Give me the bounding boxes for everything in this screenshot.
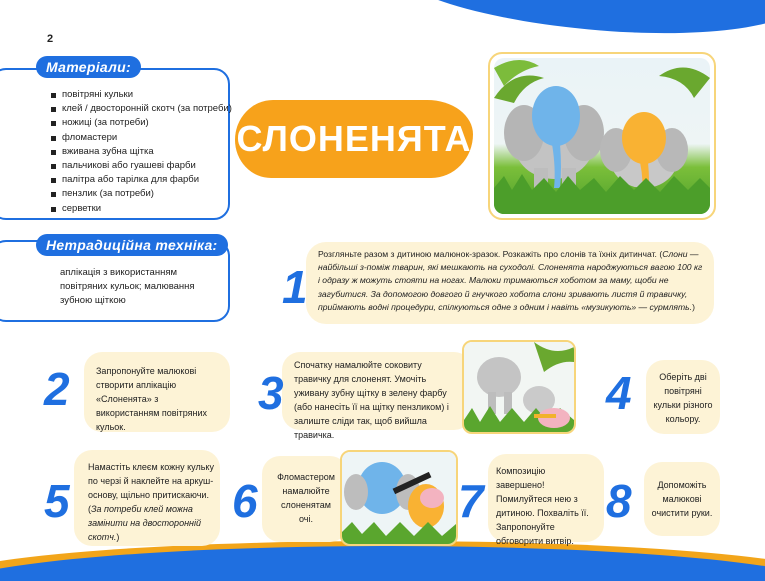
material-item: повітряні кульки [50, 88, 232, 102]
material-item: серветки [50, 202, 232, 216]
step-5-note: За потреби клей можна замінити на двосторонній скотч. [88, 504, 201, 542]
material-item: пензлик (за потреби) [50, 187, 232, 201]
elephants-illustration [494, 58, 710, 214]
elephants-image [494, 58, 710, 214]
material-item: палітра або тарілка для фарби [50, 173, 232, 187]
step-3-picture [462, 340, 576, 434]
material-item: фломастери [50, 131, 232, 145]
step-5-text: Намастіть клеєм кожну кульку по черзі й наклейте на аркуш-основу, щільно притискаючи. (За потреби клей можна замінити на двосторонній скотч.) [88, 462, 214, 542]
step-1-note: Слони — найбільші з-поміж тварин, які мешкають на суходолі. Слоненята народжуються вагою 100 кг і одразу ж можуть стояти на ногах. Малюки тримаються хоботом за маму, щоби не загубитися. За допомогою довгого й гнучкого хобота слони зривають листя й травичку, приймають водні процедури, спілкуються одне з одним і навіть «музикують» — сурмлять. [318, 249, 703, 312]
step-8-number: 8 [606, 475, 632, 527]
materials-list [50, 88, 232, 216]
step-5-main: Намастіть клеєм кожну кульку по черзі й наклейте на аркуш-основу, щільно притискаючи. [88, 462, 214, 500]
step-6-text: Фломастером намалюйте слоненятам очі. [277, 472, 335, 524]
title-badge [235, 100, 473, 178]
step-6-number: 6 [232, 475, 258, 527]
page-number: 2 [47, 33, 54, 45]
materials-title: Матеріали: [36, 56, 141, 78]
material-item: пальчикові або гуашеві фарби [50, 159, 232, 173]
material-item: ножиці (за потреби) [50, 116, 232, 130]
step-3-number: 3 [258, 367, 284, 419]
step-1-intro: Розгляньте разом з дитиною малюнок-зразок. Розкажіть про слонів та їхніх дитинчат. ( [318, 249, 663, 259]
decor-wave-top [382, 0, 765, 45]
page-title: СЛОНЕНЯТА [236, 118, 472, 159]
technique-title: Нетрадиційна техніка: [36, 234, 228, 256]
step-1-close: ) [692, 301, 695, 312]
step-3-text: Спочатку намалюйте соковиту травичку для слоненят. Умочіть уживану зубну щітку в зелену фарбу (або нанесіть її на щітку пензликом) і залиште сліди так, щоб вийшла травичка. [294, 360, 449, 440]
marker-eyes-image [342, 452, 456, 544]
step-2-text: Запропонуйте малюкові створити аплікацію «Слоненята» з використанням повітряних кульок. [96, 366, 207, 432]
step-7-number: 7 [458, 475, 484, 527]
step-4-text: Оберіть дві повітряні кульки різного кольору. [653, 372, 713, 424]
technique-text: аплікація з використанням повітряних кульок; малювання зубною щіткою [60, 267, 195, 306]
step-8-text: Допоможіть малюкові очистити руки. [651, 480, 713, 518]
material-item: вживана зубна щітка [50, 145, 232, 159]
step-5-number: 5 [44, 475, 70, 527]
step-7-text: Композицію завершено! Помилуйтеся нею з дитиною. Похваліть її. Запропонуйте обговорити витвір. [496, 466, 589, 546]
brush-painting-image [464, 342, 574, 432]
step-1-number: 1 [282, 261, 308, 313]
step-6-picture [340, 450, 458, 546]
step-4-number: 4 [606, 367, 632, 419]
step-1-text [318, 248, 706, 314]
step-2-number: 2 [44, 363, 70, 415]
sample-picture-frame [488, 52, 716, 220]
material-item: клей / двосторонній скотч (за потреби) [50, 102, 232, 116]
